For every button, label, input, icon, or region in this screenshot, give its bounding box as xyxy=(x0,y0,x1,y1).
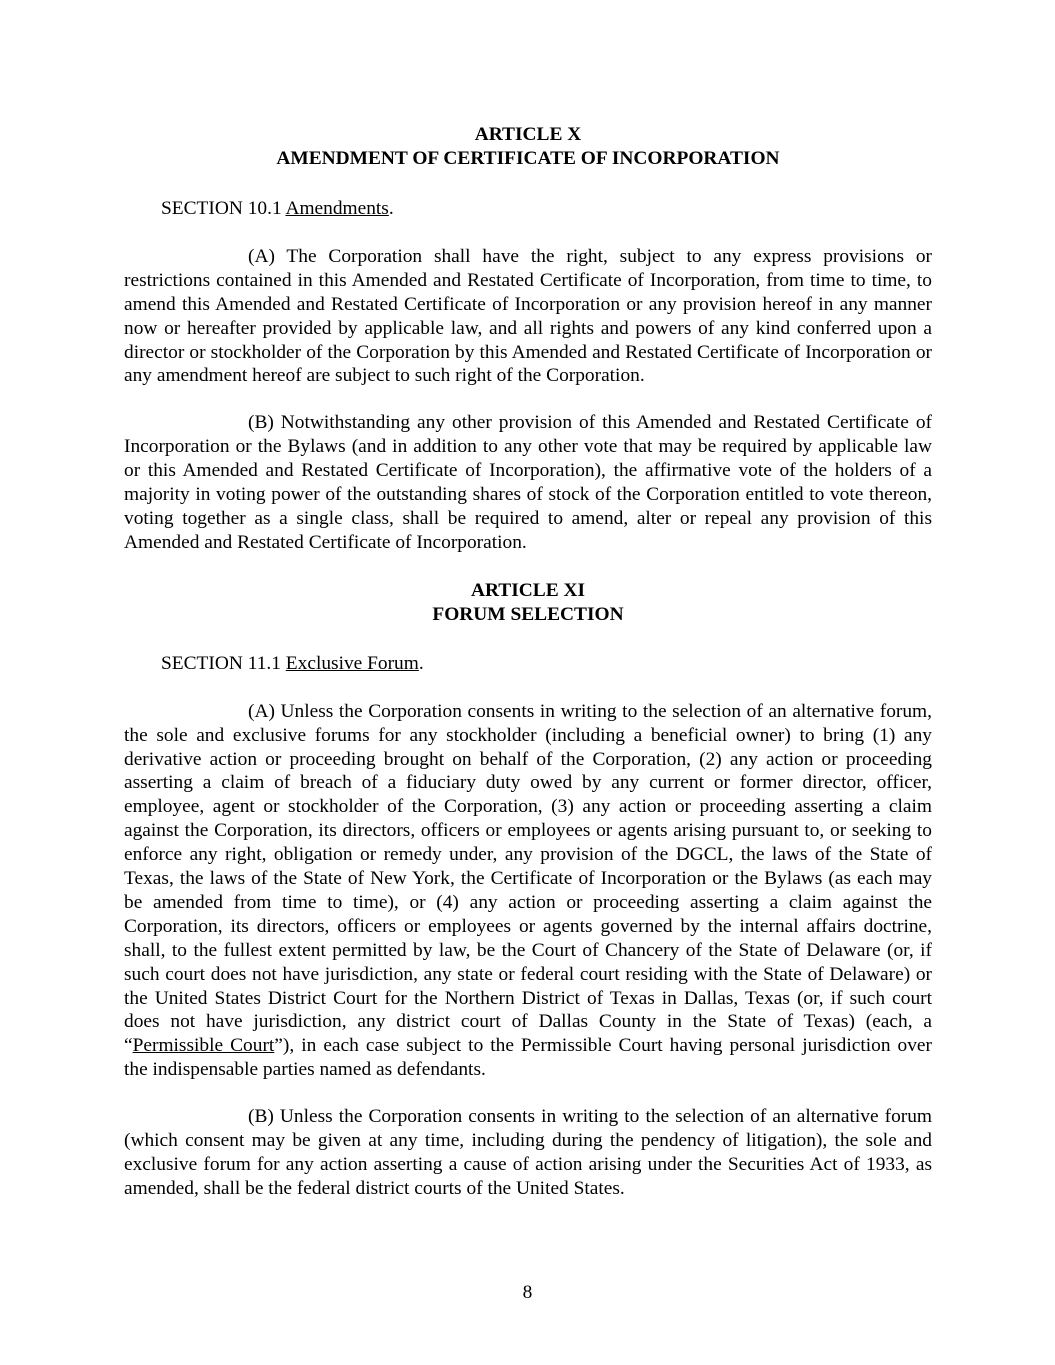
section-11-1-paragraph-a xyxy=(124,700,932,1083)
section-11-1-paragraph-b: (B) Unless the Corporation consents in writing to the selection of an alternative forum (which consent may be given at any time, including during the pendency of litigation), the sole and exclusive forum for any action asserting a cause of action arising under the Securities Act of 1933, as amended, shall be the federal district courts of the United States. xyxy=(124,1106,932,1199)
article-xi-label: ARTICLE XI xyxy=(470,579,586,601)
section-11-1-paragraph-a-end: ”), in each case subject to the Permissible Court having personal jurisdiction over the indispensable parties named as defendants. xyxy=(124,1035,932,1081)
defined-term-permissible-court: Permissible Court xyxy=(132,1035,275,1057)
section-10-1-heading: Amendments xyxy=(285,198,389,219)
section-10-1-paragraph-a: (A) The Corporation shall have the right, subject to any express provisions or restrictions contained in this Amended and Restated Certificate of Incorporation, from time to time, to amend this Amended and Restated Certificate of Incorporation or any provision hereof in any manner now or hereafter provided by applicable law, and all rights and powers of any kind conferred upon a director or stockholder of the Corporation by this Amended and Restated Certificate of Incorporation or any amendment hereof are subject to such right of the Corporation. xyxy=(124,245,932,387)
section-10-1-number: SECTION 10.1 xyxy=(161,198,282,219)
article-x-heading xyxy=(124,123,932,171)
article-x-title: AMENDMENT OF CERTIFICATE OF INCORPORATION xyxy=(276,148,780,169)
article-xi-title: FORUM SELECTION xyxy=(432,603,624,625)
section-11-1-paragraph-a-start: (A) Unless the Corporation consents in writing to the selection of an alternative forum, the sole and exclusive forums for any stockholder (including a beneficial owner) to bring (1) any derivative action or proceeding brought on behalf of the Corporation, (2) any action or proceeding asserting a claim of breach of a fiduciary duty owed by any current or former director, officer, employee, agent or stockholder of the Corporation, (3) any action or proceeding asserting a claim against the Corporation, its directors, officers or employees or agents arising pursuant to, or seeking to enforce any right, obligation or remedy under, any provision of the DGCL, the laws of the State of Texas, the laws of the State of New York, the Certificate of Incorporation or the Bylaws (as each may be amended from time to time), or (4) any action or proceeding asserting a claim against the Corporation, its directors, officers or employees or agents governed by the internal affairs doctrine, shall, to the fullest extent permitted by law, be the Court of Chancery of the State of Delaware (or, if such court does not have jurisdiction, any state or federal court residing with the State of Delaware) or the United States District Court for the Northern District of Texas in Dallas, Texas (or, if such court does not have jurisdiction, any district court of Dallas County in the State of Texas) (each, a “ xyxy=(124,700,932,1057)
page-number: 8 xyxy=(522,1282,533,1303)
section-11-1-title: SECTION 11.1 Exclusive Forum. xyxy=(161,652,424,674)
section-11-1-heading: Exclusive Forum xyxy=(285,652,419,674)
section-11-1-number: SECTION 11.1 xyxy=(161,652,281,674)
document-page xyxy=(124,123,932,1201)
section-10-1-paragraph-b: (B) Notwithstanding any other provision of this Amended and Restated Certificate of Incorporation or the Bylaws (and in addition to any other vote that may be required by applicable law or this Amended and Restated Certificate of Incorporation), the affirmative vote of the holders of a majority in voting power of the outstanding shares of stock of the Corporation entitled to vote thereon, voting together as a single class, shall be required to amend, alter or repeal any provision of this Amended and Restated Certificate of Incorporation. xyxy=(124,412,932,553)
article-x-label: ARTICLE X xyxy=(474,124,582,145)
article-xi-heading xyxy=(124,579,932,627)
section-10-1-title: SECTION 10.1 Amendments. xyxy=(161,198,394,219)
